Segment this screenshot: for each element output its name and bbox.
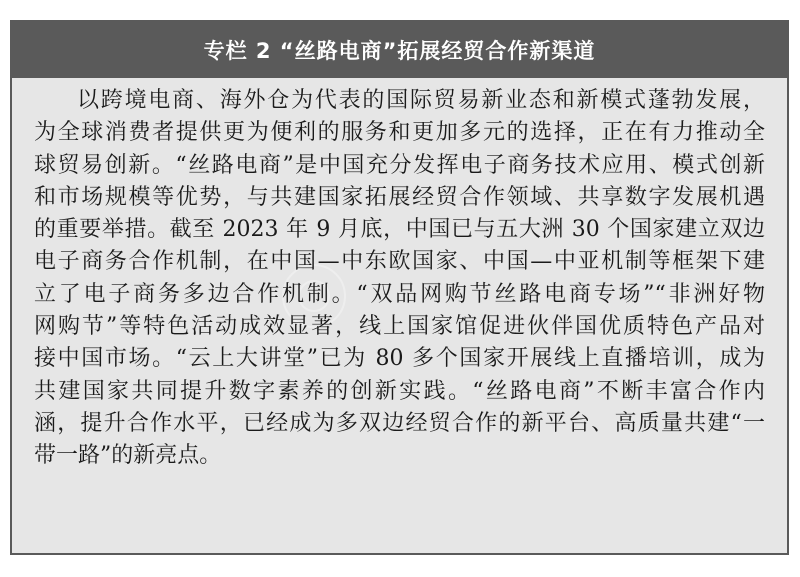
body-line: 为全球消费者提供更为便利的服务和更加多元的选择，正在有力推动全 bbox=[34, 120, 765, 146]
column-header bbox=[12, 22, 787, 78]
body-line: 涵，提升合作水平，已经成为多双边经贸合作的新平台、高质量共建“一 bbox=[34, 410, 765, 436]
body-line: 网购节”等特色活动成效显著，线上国家馆促进伙伴国优质特色产品对 bbox=[34, 314, 765, 340]
column-box bbox=[10, 20, 789, 555]
body-line: 和市场规模等优势，与共建国家拓展经贸合作领域、共享数字发展机遇 bbox=[34, 184, 765, 210]
body-line: 以跨境电商、海外仓为代表的国际贸易新业态和新模式蓬勃发展， bbox=[77, 88, 765, 113]
body-line: 的重要举措。截至 2023 年 9 月底，中国已与五大洲 30 个国家建立双边 bbox=[34, 217, 765, 243]
body-line: 带一路”的新亮点。 bbox=[34, 443, 222, 469]
column-body bbox=[34, 85, 765, 473]
body-line: 立了电子商务多边合作机制。“双品网购节丝路电商专场”“非洲好物 bbox=[34, 281, 765, 307]
body-line: 电子商务合作机制，在中国—中东欧国家、中国—中亚机制等框架下建 bbox=[34, 249, 765, 275]
column-title: 专栏 2 “丝路电商”拓展经贸合作新渠道 bbox=[203, 39, 596, 63]
body-line: 球贸易创新。“丝路电商”是中国充分发挥电子商务技术应用、模式创新 bbox=[34, 152, 765, 178]
body-line: 共建国家共同提升数字素养的创新实践。“丝路电商”不断丰富合作内 bbox=[34, 378, 765, 404]
body-line: 接中国市场。“云上大讲堂”已为 80 多个国家开展线上直播培训，成为 bbox=[34, 346, 765, 372]
